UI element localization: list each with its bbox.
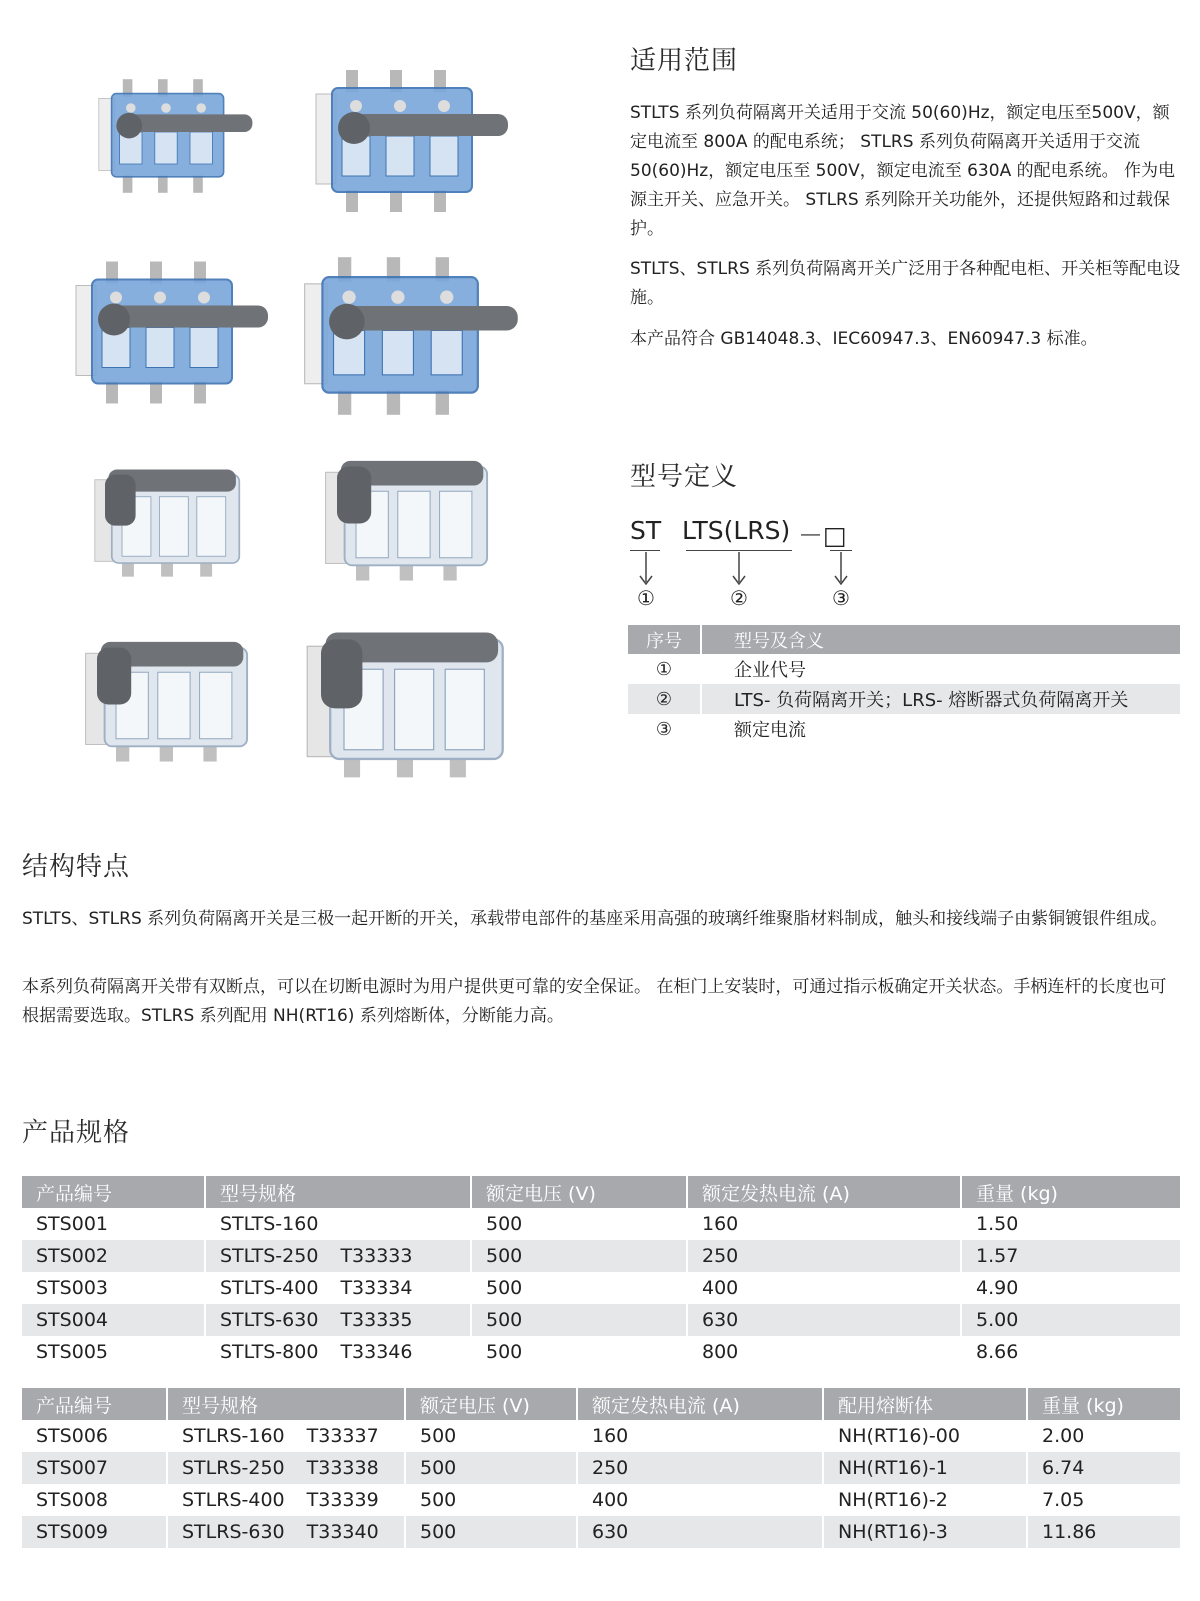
product-code-cell: STS004 xyxy=(22,1304,205,1336)
structure-paragraph-1: STLTS、STLRS 系列负荷隔离开关是三极一起开断的开关，承载带电部件的基座采用高强的玻璃纤维聚脂材料制成，触头和接线端子由紫铜镀银件组成。 xyxy=(22,909,1168,929)
product-code-cell: STS007 xyxy=(22,1452,167,1484)
model-name: STLRS-160 xyxy=(182,1425,285,1447)
voltage-cell: 500 xyxy=(471,1272,687,1304)
model-code-underline-2 xyxy=(686,550,792,551)
fuse-cell: NH(RT16)-3 xyxy=(823,1516,1027,1548)
part-number: T33335 xyxy=(340,1309,413,1331)
table-row xyxy=(22,1452,1180,1484)
model-def-table xyxy=(628,625,1180,744)
model-cell xyxy=(205,1272,471,1304)
model-cell xyxy=(167,1516,405,1548)
voltage-cell: 500 xyxy=(405,1452,577,1484)
product-code-cell: STS006 xyxy=(36,1425,108,1447)
model-name: STLRS-630 xyxy=(182,1521,285,1543)
table-row xyxy=(22,1240,1180,1272)
table-row xyxy=(628,654,1180,684)
current-cell: 160 xyxy=(577,1420,823,1452)
current-cell: 630 xyxy=(577,1516,823,1548)
model-cell xyxy=(167,1452,405,1484)
model-code-underline-1 xyxy=(630,550,660,551)
column-header: 额定电压 (V) xyxy=(405,1388,577,1420)
model-name: STLTS-800 xyxy=(220,1341,319,1363)
table-row xyxy=(22,1272,1180,1304)
model-name: STLTS-630 xyxy=(220,1309,319,1331)
voltage-cell: 500 xyxy=(471,1208,687,1240)
scope-title: 适用范围 xyxy=(630,46,739,76)
fuse-cell: NH(RT16)-2 xyxy=(823,1484,1027,1516)
product-code-cell: STS001 xyxy=(36,1213,108,1235)
table-cell: ① xyxy=(655,658,673,680)
current-cell: 160 xyxy=(687,1208,961,1240)
switch-photo-3 xyxy=(70,250,270,415)
column-header: 重量 (kg) xyxy=(961,1176,1180,1208)
specs-title: 产品规格 xyxy=(22,1118,131,1148)
table-cell: 额定电流 xyxy=(701,714,1180,744)
table-cell: 企业代号 xyxy=(701,654,1180,684)
current-cell: 250 xyxy=(687,1240,961,1272)
switch-photo-1 xyxy=(84,76,264,196)
switch-photo-4 xyxy=(298,246,520,426)
model-cell xyxy=(205,1336,471,1368)
table-cell: ③ xyxy=(655,718,673,740)
current-cell: 250 xyxy=(577,1452,823,1484)
part-number: T33333 xyxy=(340,1245,413,1267)
weight-cell: 7.05 xyxy=(1027,1484,1180,1516)
model-mark-3: ③ xyxy=(832,586,850,610)
product-code-cell: STS009 xyxy=(22,1516,167,1548)
switch-photo-6 xyxy=(318,440,508,590)
weight-cell: 1.57 xyxy=(961,1240,1180,1272)
arrow-down-icon xyxy=(831,552,851,588)
table-row xyxy=(22,1304,1180,1336)
spec-table-lts xyxy=(22,1176,1180,1368)
arrow-down-icon xyxy=(729,552,749,588)
part-number: T33338 xyxy=(306,1457,379,1479)
column-header: 额定发热电流 (A) xyxy=(577,1388,823,1420)
structure-title: 结构特点 xyxy=(22,852,131,882)
switch-photo-2 xyxy=(310,56,510,226)
model-cell xyxy=(167,1484,405,1516)
table-row xyxy=(22,1208,1180,1240)
column-header: 型号规格 xyxy=(205,1176,471,1208)
model-name: STLTS-250 xyxy=(220,1245,319,1267)
scope-paragraph-1: STLTS 系列负荷隔离开关适用于交流 50(60)Hz，额定电压至500V，额定电流至 800A 的配电系统； STLRS 系列负荷隔离开关适用于交流 50(60)Hz，额定电压至 500V，额定电流至 630A 的配电系统。 作为电源主开关、应急开关。 STLRS 系列除开关功能外，还提供短路和过载保护。 xyxy=(630,103,1176,239)
table-row xyxy=(22,1336,1180,1368)
weight-cell: 11.86 xyxy=(1027,1516,1180,1548)
voltage-cell: 500 xyxy=(405,1484,577,1516)
column-header: 额定电压 (V) xyxy=(471,1176,687,1208)
model-name: STLTS-400 xyxy=(220,1277,319,1299)
model-mark-1: ① xyxy=(637,586,655,610)
arrow-down-icon xyxy=(636,552,656,588)
table-row xyxy=(22,1484,1180,1516)
part-number: T33346 xyxy=(340,1341,413,1363)
model-code-underline-3 xyxy=(830,550,852,551)
product-code-cell: STS002 xyxy=(22,1240,205,1272)
model-code-current: －□ xyxy=(798,521,847,550)
voltage-cell: 500 xyxy=(471,1240,687,1272)
column-header: 配用熔断体 xyxy=(823,1388,1027,1420)
weight-cell: 2.00 xyxy=(1027,1420,1180,1452)
voltage-cell: 500 xyxy=(471,1336,687,1368)
column-header: 产品编号 xyxy=(22,1388,167,1420)
part-number: T33340 xyxy=(306,1521,379,1543)
voltage-cell: 500 xyxy=(405,1516,577,1548)
voltage-cell: 500 xyxy=(471,1304,687,1336)
model-cell xyxy=(167,1420,405,1452)
product-code-cell: STS005 xyxy=(36,1341,108,1363)
model-name: STLRS-250 xyxy=(182,1457,285,1479)
model-cell xyxy=(205,1208,471,1240)
model-mark-2: ② xyxy=(730,586,748,610)
part-number: T33339 xyxy=(306,1489,379,1511)
current-cell: 630 xyxy=(687,1304,961,1336)
weight-cell: 4.90 xyxy=(961,1272,1180,1304)
weight-cell: 5.00 xyxy=(961,1304,1180,1336)
switch-photo-8 xyxy=(298,608,528,788)
current-cell: 400 xyxy=(577,1484,823,1516)
weight-cell: 8.66 xyxy=(961,1336,1180,1368)
structure-paragraph-2: 本系列负荷隔离开关带有双断点，可以在切断电源时为用户提供更可靠的安全保证。 在柜门上安装时，可通过指示板确定开关状态。手柄连杆的长度也可根据需要选取。STLRS 系列配用 NH(RT16) 系列熔断体，分断能力高。 xyxy=(22,977,1167,1026)
column-header: 产品编号 xyxy=(22,1176,205,1208)
model-name: STLRS-400 xyxy=(182,1489,285,1511)
switch-photo-7 xyxy=(78,616,268,776)
model-name: STLTS-160 xyxy=(220,1213,319,1235)
scope-paragraph-2: STLTS、STLRS 系列负荷隔离开关广泛用于各种配电柜、开关柜等配电设施。 xyxy=(630,259,1181,308)
column-header: 型号及含义 xyxy=(701,625,1180,654)
model-def-title: 型号定义 xyxy=(630,462,739,492)
column-header: 型号规格 xyxy=(167,1388,405,1420)
column-header: 额定发热电流 (A) xyxy=(687,1176,961,1208)
column-header: 重量 (kg) xyxy=(1027,1388,1180,1420)
part-number: T33337 xyxy=(306,1425,379,1447)
model-cell xyxy=(205,1240,471,1272)
weight-cell: 1.50 xyxy=(961,1208,1180,1240)
part-number: T33334 xyxy=(340,1277,413,1299)
weight-cell: 6.74 xyxy=(1027,1452,1180,1484)
model-code-type: LTS(LRS) xyxy=(682,516,791,545)
voltage-cell: 500 xyxy=(405,1420,577,1452)
table-row xyxy=(628,714,1180,744)
fuse-cell: NH(RT16)-1 xyxy=(823,1452,1027,1484)
switch-photo-5 xyxy=(88,448,258,588)
column-header: 序号 xyxy=(628,625,701,654)
table-row xyxy=(22,1420,1180,1452)
model-code-prefix: ST xyxy=(630,516,662,545)
table-row xyxy=(22,1516,1180,1548)
spec-table-lrs xyxy=(22,1388,1180,1548)
model-cell xyxy=(205,1304,471,1336)
table-row xyxy=(628,684,1180,714)
table-cell: ② xyxy=(628,684,701,714)
current-cell: 400 xyxy=(687,1272,961,1304)
scope-paragraph-3: 本产品符合 GB14048.3、IEC60947.3、EN60947.3 标准。 xyxy=(630,329,1098,349)
current-cell: 800 xyxy=(687,1336,961,1368)
product-code-cell: STS003 xyxy=(36,1277,108,1299)
table-cell: LTS- 负荷隔离开关；LRS- 熔断器式负荷隔离开关 xyxy=(701,684,1180,714)
fuse-cell: NH(RT16)-00 xyxy=(823,1420,1027,1452)
product-code-cell: STS008 xyxy=(36,1489,108,1511)
